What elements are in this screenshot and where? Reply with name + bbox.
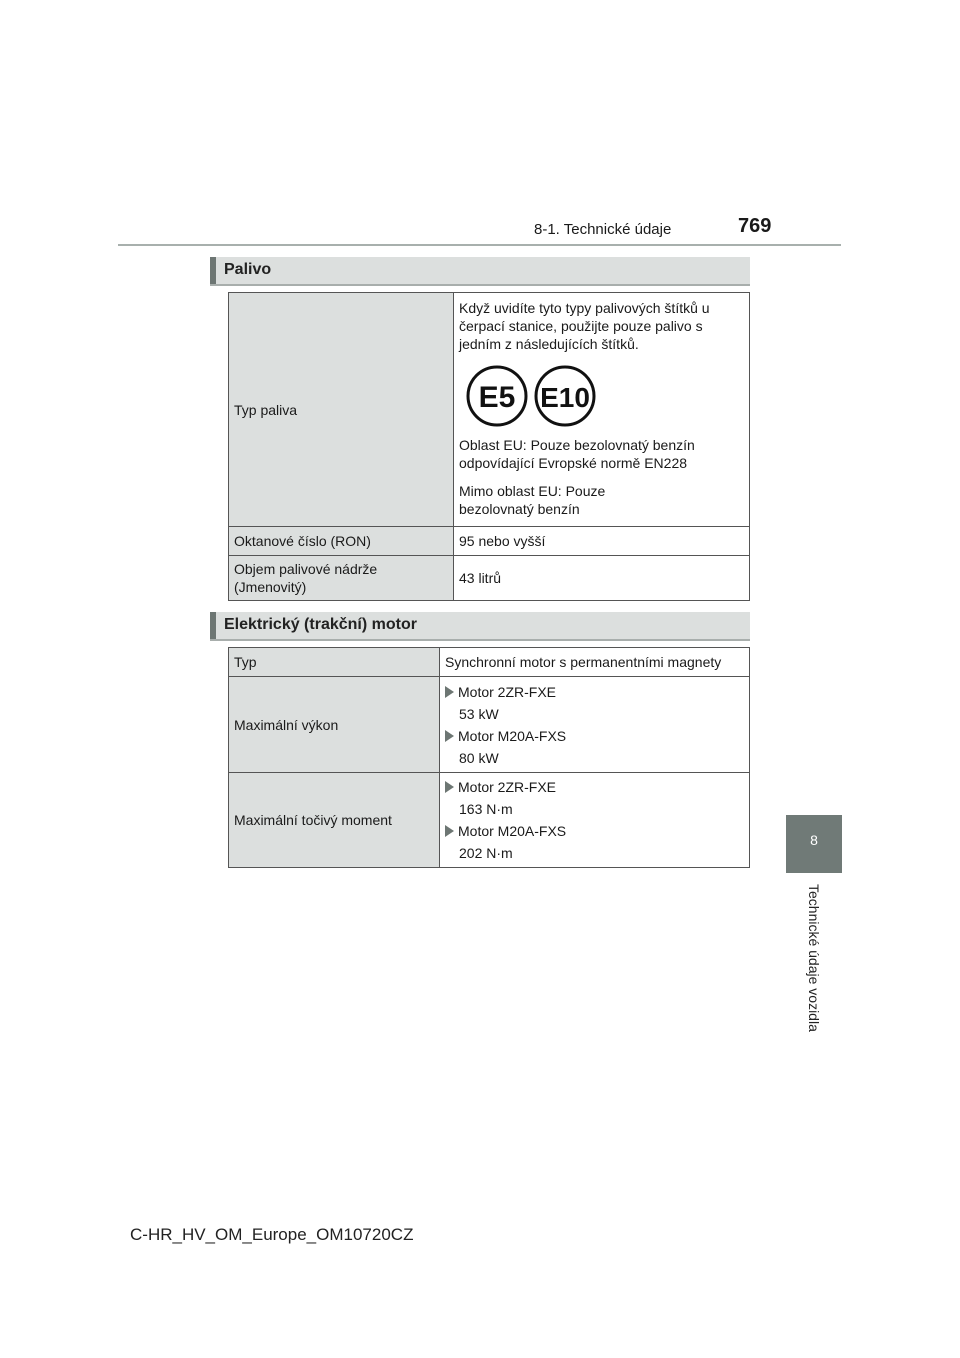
engine-name: Motor 2ZR-FXE bbox=[458, 779, 557, 795]
torque-value: 202 N·m bbox=[459, 845, 513, 861]
fuel-section-header bbox=[210, 257, 750, 286]
eu-fuel-text: Oblast EU: Pouze bezolovnatý benzín odpovídající Evropské normě EN228 bbox=[459, 437, 695, 471]
table-row bbox=[229, 648, 750, 677]
fuel-section-title: Palivo bbox=[224, 261, 272, 278]
table-row bbox=[229, 773, 750, 868]
max-torque-value bbox=[440, 773, 750, 868]
list-item bbox=[445, 820, 744, 842]
motor-section-header bbox=[210, 612, 750, 641]
bullet-triangle-icon bbox=[445, 781, 454, 793]
fuel-table bbox=[228, 292, 750, 601]
page-number: 769 bbox=[738, 215, 772, 237]
motor-section-title: Elektrický (trakční) motor bbox=[224, 616, 417, 633]
e5-label-icon bbox=[465, 364, 529, 428]
e10-label-icon bbox=[533, 364, 597, 428]
table-row bbox=[229, 293, 750, 527]
non-eu-fuel-text: Mimo oblast EU: Pouze bezolovnatý benzín bbox=[459, 483, 606, 517]
list-item bbox=[445, 776, 744, 798]
fuel-type-intro: Když uvidíte tyto typy palivových štítků u čerpací stanice, použijte pouze palivo s jedním z následujících štítků. bbox=[459, 300, 710, 352]
chapter-label: Technické údaje vozidla bbox=[806, 884, 822, 1032]
e5-label-text: E5 bbox=[478, 381, 516, 414]
list-item bbox=[445, 725, 744, 747]
e10-label-text: E10 bbox=[540, 382, 590, 413]
engine-name: Motor 2ZR-FXE bbox=[458, 683, 557, 700]
table-row bbox=[229, 527, 750, 556]
max-torque-label: Maximální točivý moment bbox=[229, 773, 440, 868]
list-item bbox=[445, 681, 744, 703]
motor-type-label: Typ bbox=[229, 648, 440, 677]
power-value: 80 kW bbox=[459, 749, 499, 766]
max-power-label: Maximální výkon bbox=[229, 677, 440, 773]
octane-value: 95 nebo vyšší bbox=[454, 527, 750, 556]
motor-table bbox=[228, 647, 750, 868]
header-divider bbox=[118, 244, 841, 246]
bullet-triangle-icon bbox=[445, 686, 454, 698]
engine-name: Motor M20A-FXS bbox=[458, 823, 567, 839]
tank-label: Objem palivové nádrže (Jmenovitý) bbox=[229, 556, 454, 601]
fuel-type-label: Typ paliva bbox=[229, 293, 454, 527]
fuel-labels bbox=[465, 364, 744, 428]
torque-value: 163 N·m bbox=[459, 801, 513, 817]
power-value: 53 kW bbox=[459, 705, 499, 722]
max-power-value bbox=[440, 677, 750, 773]
document-code: C-HR_HV_OM_Europe_OM10720CZ bbox=[130, 1225, 414, 1244]
bullet-triangle-icon bbox=[445, 825, 454, 837]
fuel-type-value bbox=[454, 293, 750, 527]
motor-type-value: Synchronní motor s permanentními magnety bbox=[440, 648, 750, 677]
octane-label: Oktanové číslo (RON) bbox=[229, 527, 454, 556]
engine-name: Motor M20A-FXS bbox=[458, 727, 567, 744]
section-title: 8-1. Technické údaje bbox=[534, 221, 672, 238]
table-row bbox=[229, 677, 750, 773]
tank-value: 43 litrů bbox=[454, 556, 750, 601]
bullet-triangle-icon bbox=[445, 730, 454, 742]
chapter-number: 8 bbox=[810, 832, 818, 848]
table-row bbox=[229, 556, 750, 601]
chapter-label-vertical bbox=[806, 884, 822, 1044]
